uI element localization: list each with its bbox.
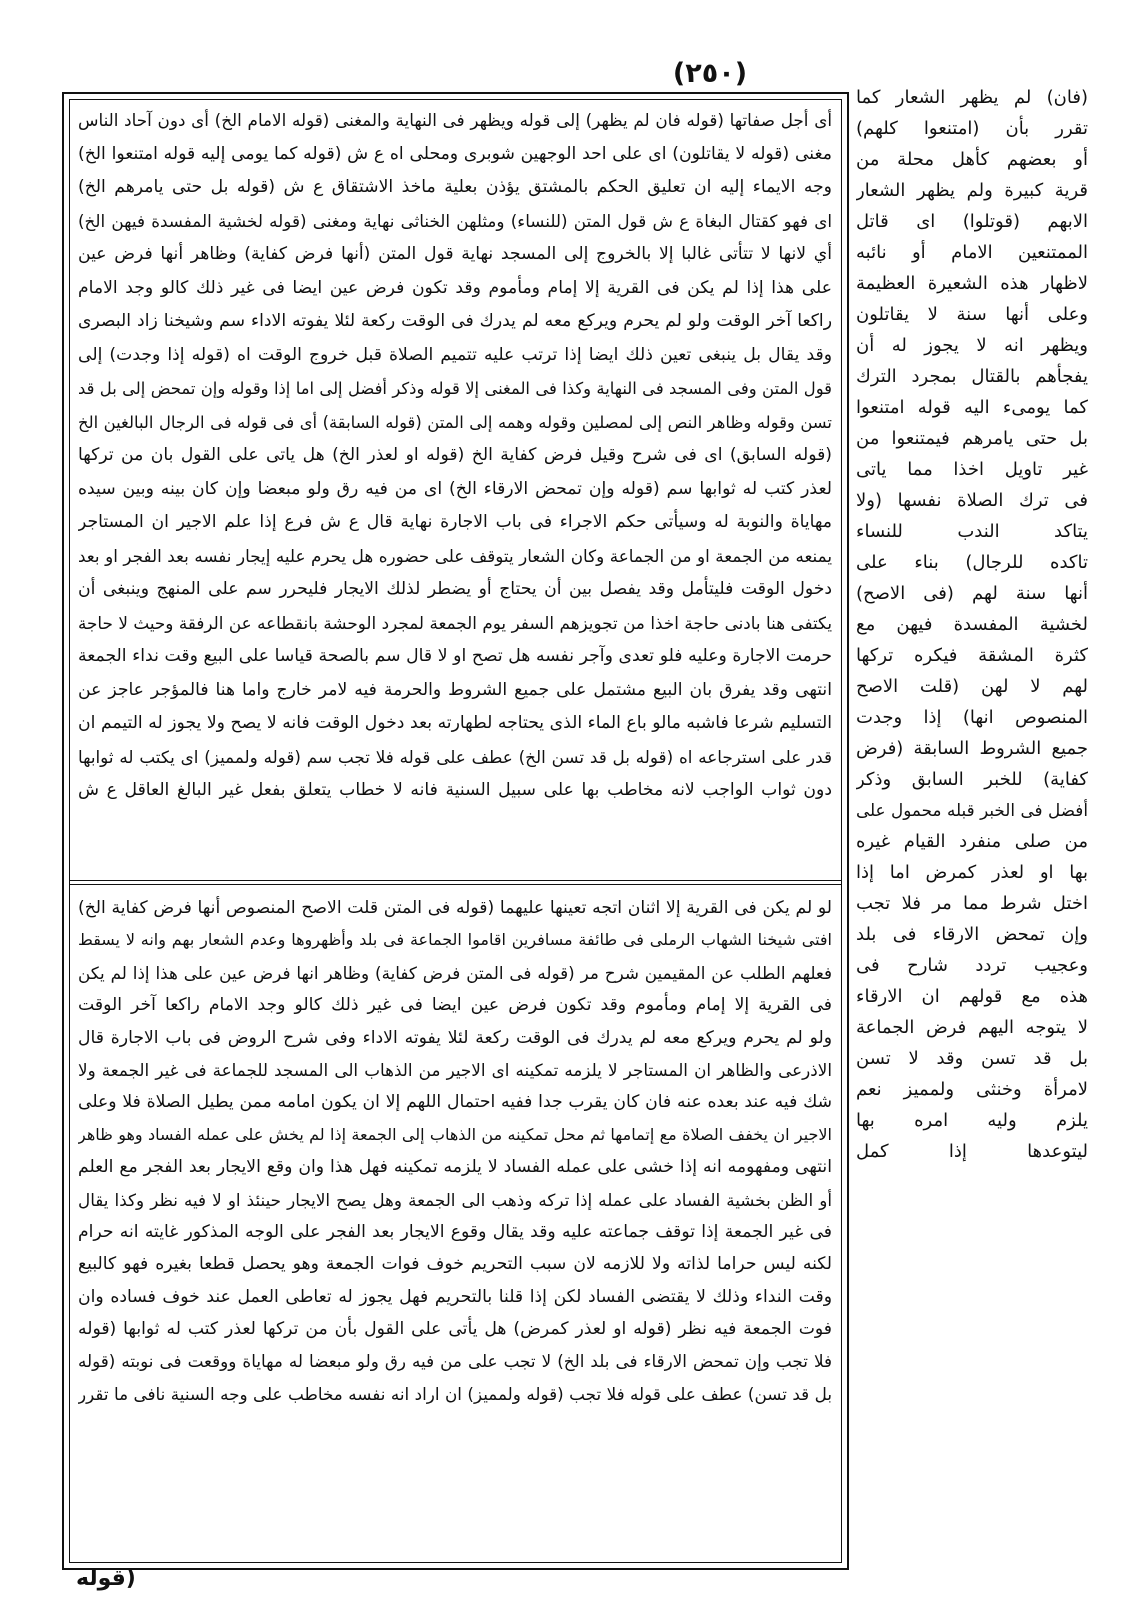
text-line: وجه الايماء إليه ان تعليق الحكم بالمشتق يؤذن بعلية ماخذ الاشتقاق ع ش (قوله بل حتى يامرهم الخ)	[78, 177, 832, 197]
text-line: تقرر بأن (امتنعوا كلهم)	[856, 118, 1088, 139]
text-line: دون ثواب الواجب لانه مخاطب بها على سبيل السنية فانه لا خطاب يتعلق بفعل غير البالغ العاقل ع ش	[78, 780, 832, 800]
text-line: لو لم يكن فى القرية إلا اثنان اتجه تعينها عليهما (قوله فى المتن قلت الاصح المنصوص أنها فرض كفاية الخ)	[78, 898, 832, 918]
text-line: التسليم شرعا فاشبه مالو باع الماء الذى يحتاجه لطهارته بعد دخول الوقت فانه لا يصح ولا يجوز له التيمم ان	[78, 713, 832, 733]
text-line: فى غير الجمعة إذا توقف جماعته عليه وقد يقال وقوع الايجار بعد الفجر على الوجه المذكور غايته انه حرام	[78, 1221, 832, 1242]
text-line: من صلى منفرد القيام غيره	[856, 831, 1088, 852]
text-line: فى القرية إلا إمام ومأموم وقد تكون فرض عين ايضا فى غير ذلك كالو وجد الامام راكعا آخر الوقت	[78, 995, 832, 1016]
text-line: كثرة المشقة فيكره تركها	[856, 645, 1088, 666]
text-line: (فان) لم يظهر الشعار كما	[856, 87, 1088, 108]
text-line: دخول الوقت فليتأمل وقد يفصل بين أن يحتاج أو يضطر لذلك الايجار فليحرر سم على المنهج وينبغى أن	[78, 579, 832, 599]
margin-main-text	[856, 82, 1088, 1167]
text-line: يكتفى هنا بادنى حاجة اخذا من تجويزهم السفر يوم الجمعة لمجرد الوحشة بانقطاعه عن الرفقة وحيث لا حاجة	[78, 612, 832, 633]
section-divider	[69, 880, 842, 881]
text-line: بل قد تسن) عطف على قوله فلا تجب (قوله ولمميز) ان اراد انه نفسه مخاطب على وجه السنية نافى ما تقرر	[78, 1383, 832, 1404]
text-line: شك فيه عند بعده عنه فان كان يقرب جدا ففيه احتمال اللهم إلا ان يكون امامه ممن يطيل الصلاة فلا وعلى	[78, 1092, 832, 1113]
text-line: الممتنعين الامام أو نائبه	[856, 242, 1088, 263]
text-line: كفاية) للخبر السابق وذكر	[856, 769, 1088, 790]
text-line: تسن وقوله وظاهر النص إلى لمصلين وقوله وهمه إلى المتن (قوله السابقة) أى فى قوله فى الرجال البالغين الخ	[78, 412, 832, 432]
text-line: فوت الجمعة فيه نظر (قوله او لعذر كمرض) هل يأتى على القول بأن من تركها لعذر كتب له ثوابها (قوله	[78, 1319, 832, 1340]
upper-commentary	[78, 104, 832, 808]
text-line: لخشية المفسدة فيهن مع	[856, 614, 1088, 635]
text-line: ولو لم يحرم ويركع معه لم يدرك فى الوقت ركعة لئلا يفوته الاداء وفى شرح الروض فى باب الاجارة قال	[78, 1027, 832, 1048]
text-line: بل حتى يامرهم فيمتنعوا من	[856, 428, 1088, 449]
text-line: وعجيب تردد شارح فى	[856, 955, 1088, 976]
text-line: افتى شيخنا الشهاب الرملى فى طائفة مسافرين اقاموا الجماعة فى بلد وأظهروها وعدم الشعار بهم وانه لا يسقط	[78, 930, 832, 950]
text-line: لا يتوجه اليهم فرض الجماعة	[856, 1017, 1088, 1038]
text-line: وعلى أنها سنة لا يقاتلون	[856, 304, 1088, 325]
text-line: المنصوص انها) إذا وجدت	[856, 707, 1088, 728]
text-line: وقت النداء وذلك لا يقتضى الفساد لكن إذا قلنا بالتحريم فهل يجوز له تعاطى العمل عند خوف فساده وان	[78, 1286, 832, 1307]
text-line: على هذا إذا لم يكن فى القرية إلا إمام ومأموم وقد تكون فرض عين ايضا فى غير ذلك كالو وجد الامام	[78, 277, 832, 298]
text-line: يفجأهم بالقتال بمجرد الترك	[856, 366, 1088, 387]
text-line: لامرأة وخنثى ولمميز نعم	[856, 1079, 1088, 1100]
text-line: لكنه ليس حراما لذاته ولا للازمه لان سبب التحريم خوف فوات الجمعة وهو يحصل قطعا بغيره فهو كالبيع	[78, 1254, 832, 1275]
text-line: جميع الشروط السابقة (فرض	[856, 738, 1088, 759]
text-line: قدر على استرجاعه اه (قوله بل قد تسن الخ) عطف على قوله فلا تجب سم (قوله ولمميز) اى يكتب له ثوابها	[78, 746, 832, 767]
text-line: أى أجل صفاتها (قوله فان لم يظهر) إلى قوله ويظهر فى النهاية والمغنى (قوله الامام الخ) أى دون آحاد الناس	[78, 110, 832, 130]
text-line: مغنى (قوله لا يقاتلون) اى على احد الوجهين شوبرى ومحلى اه ع ش (قوله كما يومى إليه قوله امتنعوا الخ)	[78, 143, 832, 164]
text-line: ويظهر انه لا يجوز له أن	[856, 335, 1088, 356]
text-line: هذه مع قولهم ان الارقاء	[856, 986, 1088, 1007]
text-line: اختل شرط مما مر فلا تجب	[856, 893, 1088, 914]
text-line: فى ترك الصلاة نفسها (ولا	[856, 490, 1088, 511]
text-line: غير تاويل اخذا مما ياتى	[856, 459, 1088, 480]
text-line: (قوله السابق) اى فى شرح وقيل فرض كفاية الخ (قوله او لعذر الخ) هل ياتى على القول بان من تركها	[78, 445, 832, 465]
text-line: فلا تجب وإن تمحض الارقاء فى بلد الخ) لا تجب على من فيه رق ولو مبعضا له مهاياة ووقعت فى نوبته (قوله	[78, 1351, 832, 1372]
text-line: يتاكد الندب للنساء	[856, 521, 1088, 542]
text-line: تاكده للرجال) بناء على	[856, 552, 1088, 573]
text-line: أو الظن بخشية الفساد على عمله إذا تركه وذهب الى الجمعة وهل يصح الايجار حينئذ او لا فيه نظر وكذا يقال	[78, 1189, 832, 1210]
text-line: أو بعضهم كأهل محلة من	[856, 149, 1088, 170]
text-line: ليتوعدها إذا كمل	[856, 1141, 1088, 1162]
text-line: يمنعه من الجمعة او من الجماعة وكان الشعار يتوقف على حضوره هل يحرم عليه إيجار نفسه بعد الفجر او بعد	[78, 545, 832, 566]
text-line: الابهم (قوتلوا) اى قاتل	[856, 211, 1088, 232]
text-line: لهم لا لهن (قلت الاصح	[856, 676, 1088, 697]
text-line: وإن تمحض الارقاء فى بلد	[856, 924, 1088, 945]
text-line: أنها سنة لهم (فى الاصح)	[856, 583, 1088, 604]
text-line: أي لانها لا تتأتى غالبا إلا بالخروج إلى المسجد نهاية قول المتن (أنها فرض كفاية) وظاهر أنها فرض عين	[78, 244, 832, 264]
text-line: قرية كبيرة ولم يظهر الشعار	[856, 180, 1088, 201]
text-line: قول المتن وفى المسجد فى النهاية وكذا فى المغنى إلا قوله وذكر أفضل إلى اما إذا وقوله وإن تمحض إلى بل قد	[78, 379, 832, 398]
catchword: (قوله	[76, 1566, 136, 1591]
text-line: الاجير ان يخفف الصلاة مع إتمامها ثم محل تمكينه من الذهاب إلى الجمعة إذا لم يخش على عمله الفساد وهو ظاهر	[78, 1124, 832, 1144]
text-line: كما يومىء اليه قوله امتنعوا	[856, 397, 1088, 418]
text-line: يلزم وليه امره بها	[856, 1110, 1088, 1131]
text-line: الاذرعى والظاهر ان المستاجر لا يلزمه تمكينه اى الاجير من الذهاب الى المسجد للجماعة فى غير الجمعة ولا	[78, 1059, 832, 1080]
text-line: أفضل فى الخبر قبله محمول على	[856, 800, 1088, 820]
text-line: لاظهار هذه الشعيرة العظيمة	[856, 273, 1088, 294]
section-divider	[69, 884, 842, 885]
lower-commentary	[78, 892, 832, 1410]
text-line: لعذر كتب له ثوابها سم (قوله وإن تمحض الارقاء الخ) اى من فيه رق ولو مبعضا وإن كان بينه وبين سيده	[78, 478, 832, 499]
text-line: بل قد تسن وقد لا تسن	[856, 1048, 1088, 1069]
text-line: حرمت الاجارة وعليه فلو تعدى وآجر نفسه هل تصح او لا قال سم بالصحة قياسا على البيع وقت نداء الجمعة	[78, 646, 832, 666]
text-line: فعلهم الطلب عن المقيمين شرح مر (قوله فى المتن فرض كفاية) وظاهر انها فرض عين على هذا إذا لم يكن	[78, 962, 832, 983]
text-line: راكعا آخر الوقت ولو لم يحرم ويركع معه لم يدرك فى الوقت ركعة لئلا يفوته الاداء سم وشيخنا زاد البصرى	[78, 311, 832, 331]
text-line: انتهى ومفهومه انه إذا خشى على عمله الفساد لا يلزمه تمكينه فهل هذا وان وقع الايجار بعد الفجر مع العلم	[78, 1157, 832, 1178]
text-line: وقد يقال بل ينبغى تعين ذلك ايضا إذا ترتب عليه تتميم الصلاة قبل خروج الوقت اه (قوله إذا وجدت) إلى	[78, 344, 832, 365]
page-number: (٢٥٠)	[672, 58, 748, 89]
text-line: انتهى وقد يفرق بان البيع مشتمل على جميع الشروط والحرمة فيه لامر خارج واما هنا فالمؤجر عاجز عن	[78, 679, 832, 700]
text-line: بها او لعذر كمرض اما إذا	[856, 862, 1088, 883]
text-line: مهاياة والنوبة له وسيأتى حكم الاجراء فى باب الاجارة نهاية قال ع ش فرع إذا علم الاجير ان المستاجر	[78, 512, 832, 532]
text-line: اى فهو كقتال البغاة ع ش قول المتن (للنساء) ومثلهن الخناثى نهاية ومغنى (قوله لخشية المفسدة فيهن الخ)	[78, 210, 832, 231]
